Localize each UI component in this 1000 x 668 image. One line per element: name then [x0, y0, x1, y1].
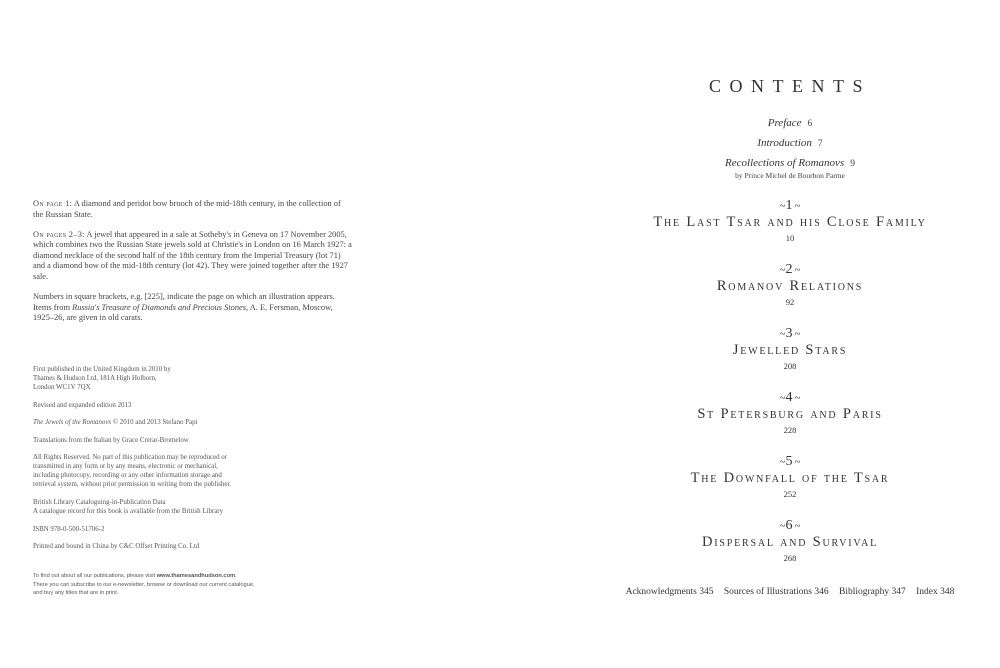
back-matter-list: [500, 587, 1000, 597]
back-matter-page: 346: [814, 587, 829, 597]
ornament-left: ~: [779, 392, 786, 404]
isbn: ISBN 978-0-500-51706-2: [33, 525, 105, 533]
back-matter-label: Index: [916, 587, 938, 597]
chapter-number: [500, 391, 1000, 405]
front-matter-page: 6: [807, 119, 813, 129]
caption-lead: On page 1:: [33, 199, 73, 208]
chapter-4[interactable]: [500, 391, 1000, 436]
ornament-left: ~: [779, 456, 786, 468]
chapter-number-digit: 6: [785, 518, 795, 533]
copyright-line: [33, 418, 333, 427]
right-page: [500, 0, 1000, 668]
ornament-left: ~: [779, 520, 786, 532]
chapter-2[interactable]: [500, 263, 1000, 308]
chapter-6[interactable]: [500, 519, 1000, 564]
ornament-right: ~: [794, 328, 801, 340]
back-matter-page: 347: [891, 587, 906, 597]
chapter-5[interactable]: [500, 455, 1000, 500]
caption-text: A jewel that appeared in a sale at Sotheby's in Geneva on 17 November 2005, which combines two the Russian State jewels sold at Christie's in London on 16 March 1927: a diamond necklace of the second half of the 18th century from the Imperial Treasury (lot 71) and a diamond bow of the mid-18th century (lot 42). They were joined together after the 1927 sale.: [33, 229, 352, 282]
first-published: First published in the United Kingdom in 2010 by Thames & Hudson Ltd, 181A High Holborn, London WC1V 7QX: [33, 366, 171, 391]
footer-line-2: There you can subscribe to our e-newsletter, browse or download our current catalogue,: [33, 581, 255, 588]
ornament-right: ~: [794, 392, 801, 404]
back-matter-acknowledgments[interactable]: [626, 587, 714, 597]
chapter-number-digit: 2: [785, 262, 795, 277]
rights-statement: All Rights Reserved. No part of this publication may be reproduced or transmitted in any form or by any means, electronic or mechanical, including photocopy, recording or any other information storage and retrieval system, without prior permission in writing from the publisher.: [33, 454, 232, 489]
front-matter-page: 9: [850, 159, 855, 169]
chapter-title: Dispersal and Survival: [701, 534, 879, 550]
chapter-3[interactable]: [500, 327, 1000, 372]
front-matter-title: Preface: [767, 117, 802, 129]
chapter-number: [500, 263, 1000, 277]
front-matter-title: Introduction: [757, 137, 812, 149]
chapter-number-digit: 4: [785, 390, 795, 405]
photo-captions: [33, 199, 353, 333]
ornament-right: ~: [794, 520, 801, 532]
front-matter-title: Recollections of Romanovs: [725, 157, 845, 169]
chapter-title: Jewelled Stars: [732, 342, 848, 358]
chapter-page: 228: [783, 425, 797, 435]
chapter-page: 10: [785, 233, 795, 243]
copyright-title: The Jewels of the Romanovs: [33, 419, 112, 427]
ornament-right: ~: [794, 200, 801, 212]
copyright-rest: © 2010 and 2013 Stefano Papi: [111, 419, 198, 427]
caption-lead: On pages 2–3:: [33, 229, 85, 239]
back-matter-page: 348: [940, 587, 955, 597]
back-matter-label: Bibliography: [838, 587, 890, 597]
chapter-number: [500, 455, 1000, 469]
chapter-number-digit: 5: [785, 454, 795, 469]
printed-line: Printed and bound in China by C&C Offset Printing Co. Ltd: [33, 543, 200, 551]
ornament-right: ~: [794, 456, 801, 468]
ornament-left: ~: [779, 328, 786, 340]
footer-text: To find out about all our publications, please visit: [33, 573, 157, 579]
footer-period: .: [235, 573, 237, 579]
note-italic-title: Russia's Treasure of Diamonds and Precious Stones: [72, 302, 247, 312]
back-matter-label: Acknowledgments: [625, 587, 697, 597]
back-matter-label: Sources of Illustrations: [723, 587, 812, 597]
publisher-footer: [33, 572, 333, 598]
chapter-title: Romanov Relations: [716, 278, 864, 294]
back-matter-sources[interactable]: [724, 587, 829, 597]
revised-edition: Revised and expanded edition 2013: [33, 401, 132, 409]
note-text-a: Numbers in square brackets, e.g. [225], indicate the page on which an illustration appears. Items from: [33, 292, 335, 312]
cip-line-2: A catalogue record for this book is available from the British Library: [33, 507, 224, 515]
chapter-number: [500, 519, 1000, 533]
contents-heading: CONTENTS: [709, 76, 871, 96]
ornament-left: ~: [779, 264, 786, 276]
caption-text: A diamond and peridot bow brooch of the mid-18th century, in the collection of the Russian State.: [33, 199, 341, 219]
imprint-block: [33, 365, 333, 560]
caption-page-1: [33, 199, 353, 220]
ornament-left: ~: [779, 200, 786, 212]
chapter-number-digit: 3: [785, 326, 795, 341]
chapter-number: [500, 327, 1000, 341]
front-matter-page: 7: [817, 139, 823, 149]
caption-note: [33, 292, 353, 324]
caption-pages-2-3: [33, 230, 353, 283]
footer-line-1: [33, 572, 333, 581]
chapter-page: 208: [783, 361, 797, 371]
back-matter-page: 345: [699, 587, 714, 597]
note-text-b: , A. E. Fersman, Moscow, 1925–26, are given in old carats.: [33, 302, 333, 323]
chapter-page: 268: [783, 553, 797, 563]
publisher-website-link[interactable]: www.thamesandhudson.com: [156, 573, 236, 579]
chapter-title: The Downfall of the Tsar: [690, 470, 890, 486]
translation-credit: Translations from the Italian by Grace Crerar-Bromelow: [33, 436, 189, 444]
back-matter-bibliography[interactable]: [839, 587, 906, 597]
chapter-page: 252: [783, 489, 797, 499]
recollections-byline: by Prince Michel de Bourbon Parme: [735, 171, 845, 180]
footer-line-3: and buy any titles that are in print.: [33, 590, 119, 596]
front-matter-recollections[interactable]: [500, 153, 1000, 171]
cip-block: [33, 498, 233, 516]
front-matter-introduction[interactable]: [500, 133, 1000, 151]
chapter-number-digit: 1: [785, 198, 795, 213]
chapter-title: The Last Tsar and his Close Family: [653, 214, 927, 230]
chapter-number: [500, 199, 1000, 213]
ornament-right: ~: [794, 264, 801, 276]
chapter-title: St Petersburg and Paris: [697, 406, 883, 422]
chapter-1[interactable]: [500, 199, 1000, 244]
cip-line-1: British Library Cataloguing-in-Publication Data: [33, 498, 166, 506]
chapter-page: 92: [785, 297, 795, 307]
back-matter-index[interactable]: [916, 587, 954, 597]
front-matter-preface[interactable]: [500, 113, 1000, 131]
